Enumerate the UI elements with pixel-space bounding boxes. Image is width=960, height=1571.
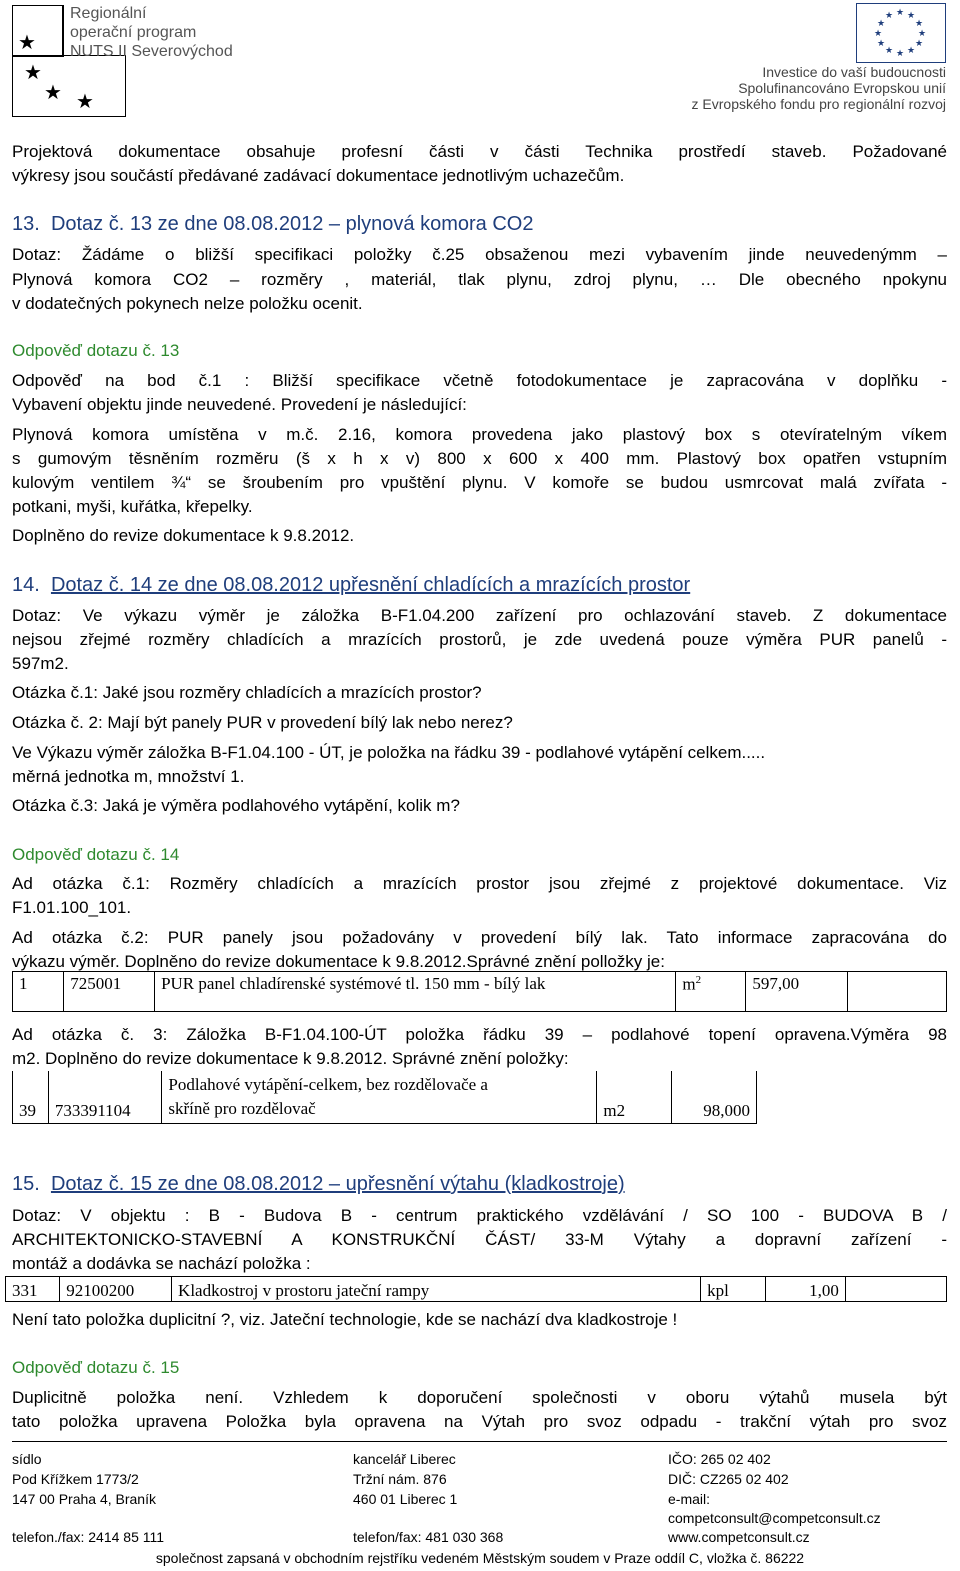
table-cell (847, 972, 946, 1012)
logo-line-1: Regionální (70, 5, 147, 22)
q13-heading (12, 211, 533, 237)
table-cell: Podlahové vytápění-celkem, bez rozdělovače a skříně pro rozdělovač (162, 1071, 597, 1124)
q13-question-line-1: Dotaz: Žádáme o bližší specifikaci položky č.25 obsaženou mezi vybavením jinde neuvedenýmm – (12, 245, 947, 264)
q13-answer-line-5: kulovým ventilem ¾“ se šroubením pro vpuštění plynu. V komoře se budou usmrcovat malá zvířata - (12, 473, 947, 492)
q13-question-line-2: Plynová komora CO2 – rozměry , materiál, tlak plynu, zdroj plynu, … Dle obecného npokynu (12, 270, 947, 289)
footer-divider (12, 1441, 947, 1442)
q14-title: Dotaz č. 14 ze dne 08.08.2012 upřesnění chladících a mrazících prostor (50, 574, 691, 596)
table-cell: $m^2$ (676, 972, 746, 1012)
table-cell: Kladkostroj v prostoru jateční rampy (172, 1277, 701, 1302)
star-icon: ★ (18, 32, 36, 54)
q14-question-2: Otázka č. 2: Mají být panely PUR v provedení bílý lak nebo nerez? (12, 713, 513, 732)
footer-col-office: kancelář Liberec Tržní nám. 876 460 01 Liberec 1 telefon/fax: 481 030 368 (353, 1451, 504, 1545)
q14-question-1: Otázka č.1: Jaké jsou rozměry chladících a mrazících prostor? (12, 683, 482, 702)
q14-question-line-2: nejsou zřejmé rozměry chladících a mrazících prostorů, je zde uvedená pouze výměra PUR panelů - (12, 630, 947, 649)
email-link[interactable]: competconsult@competconsult.cz (668, 1510, 881, 1526)
q14-question-line-1: Dotaz: Ve výkazu výměr je záložka B-F1.04.200 zařízení pro ochlazování staveb. Z dokumentace (12, 606, 947, 625)
q13-answer-line-4: s gumovým těsněním rozměru (š x h x v) 800 x 600 x 400 mm. Plastový box opatřen vstupním (12, 449, 947, 468)
q13-answer-line-6: potkani, myši, kuřátka, křepelky. (12, 497, 253, 516)
q14-question-3-line-1: Ve Výkazu výměr záložka B-F1.04.100 - ÚT, je položka na řádku 39 - podlahové vytápění celkem..... (12, 743, 766, 762)
intro-line-1: Projektová dokumentace obsahuje profesní části v části Technika prostředí staveb. Požadované (12, 142, 947, 161)
table-cell: 92100200 (60, 1277, 172, 1302)
q14-question-line-3: 597m2. (12, 654, 69, 673)
q14-answer-3-line-2: m2. Doplněno do revize dokumentace k 9.8.2012. Správné znění položky: (12, 1049, 569, 1068)
star-icon: ★ (44, 82, 62, 104)
q14-question-3-line-2: měrná jednotka m, množství 1. (12, 767, 245, 786)
q14-number: 14. (12, 574, 40, 596)
footer-col-address: sídlo Pod Křížkem 1773/2 147 00 Praha 4, Braník telefon./fax: 2414 85 111 (12, 1451, 165, 1545)
q14-answer-heading: Odpověď dotazu č. 14 (12, 845, 180, 864)
q15-question-line-1: Dotaz: V objektu : B - Budova B - centrum praktického vzdělávání / SO 100 - BUDOVA B / (12, 1206, 947, 1225)
eu-stars-icon: ★ ★ ★ ★ ★ ★ ★ ★ ★ ★ ★ ★ (874, 7, 927, 58)
table-cell: 597,00 (746, 972, 847, 1012)
q13-question-line-3: v dodatečných pokynech nelze položku ocenit. (12, 294, 363, 313)
q14-answer-2-line-1: Ad otázka č.2: PUR panely jsou požadovány v provedení bílý lak. Tato informace zapracována do (12, 928, 947, 947)
q13-number: 13. (12, 213, 40, 235)
q15-title: Dotaz č. 15 ze dne 08.08.2012 – upřesnění výtahu (kladkostroje) (50, 1173, 625, 1195)
table-cell: m2 (597, 1071, 672, 1124)
logo-line-3: NUTS II Severovýchod (70, 43, 233, 60)
intro-line-2: výkresy jsou součástí předávané zadávací dokumentace jednotlivým uchazečům. (12, 166, 625, 185)
q14-answer-3-line-1: Ad otázka č. 3: Záložka B-F1.04.100-ÚT položka řádku 39 – podlahové topení opravena.Výměra 98 (12, 1025, 947, 1044)
table-row (13, 1071, 757, 1124)
star-icon: ★ (76, 91, 94, 113)
eu-line-2: Spolufinancováno Evropskou unií (738, 80, 946, 96)
eu-line-1: Investice do vaší budoucnosti (762, 64, 946, 80)
table-cell: 98,000 (672, 1071, 757, 1124)
item-table-2 (12, 1071, 757, 1124)
table-row (6, 1277, 947, 1302)
q14-heading (12, 572, 690, 598)
table-cell: 1 (13, 972, 64, 1012)
q15-heading (12, 1171, 625, 1197)
item-table-1 (12, 971, 947, 1012)
eu-line-3: z Evropského fondu pro regionální rozvoj (691, 96, 946, 112)
table-cell (845, 1277, 946, 1302)
logo-line-2: operační program (70, 24, 197, 41)
website-link[interactable]: www.competconsult.cz (668, 1529, 810, 1545)
table-cell: 1,00 (766, 1277, 846, 1302)
table-cell: 733391104 (48, 1071, 162, 1124)
item-table-3 (5, 1276, 947, 1302)
q13-title: Dotaz č. 13 ze dne 08.08.2012 – plynová komora CO2 (50, 213, 534, 235)
q15-question-line-3: montáž a dodávka se nachází položka : (12, 1254, 311, 1273)
table-cell: kpl (701, 1277, 766, 1302)
table-cell: 39 (13, 1071, 49, 1124)
q13-answer-line-1: Odpověď na bod č.1 : Bližší specifikace včetně fotodokumentace je zapracována v doplňku - (12, 371, 947, 390)
q14-answer-2-line-2: výkazu výměr. Doplněno do revize dokumentace k 9.8.2012.Správné znění polložky je: (12, 952, 665, 971)
table-cell: PUR panel chladírenské systémové tl. 150 mm - bílý lak (155, 972, 676, 1012)
table-cell: 331 (6, 1277, 60, 1302)
table-row (13, 972, 947, 1012)
q15-answer-line-1: Duplicitně položka není. Vzhledem k doporučení společnosti v oboru výtahů musela být (12, 1388, 947, 1407)
q15-answer-heading: Odpověď dotazu č. 15 (12, 1358, 180, 1377)
q14-answer-1-line-1: Ad otázka č.1: Rozměry chladících a mrazících prostor jsou zřejmé z projektové dokumentace. Viz (12, 874, 947, 893)
q15-answer-line-2: tato položka upravena Položka byla opravena na Výtah pro svoz odpadu - trakční výtah pro svoz (12, 1412, 947, 1431)
q13-answer-line-3: Plynová komora umístěna v m.č. 2.16, komora provedena jako plastový box s otevíratelným víkem (12, 425, 947, 444)
footer-registration: společnost zapsaná v obchodním rejstříku vedeném Městským soudem v Praze oddíl C, vložka č. 86222 (155, 1550, 805, 1566)
q13-answer-heading: Odpověď dotazu č. 13 (12, 341, 180, 360)
star-icon: ★ (24, 62, 42, 84)
q13-answer-line-2: Vybavení objektu jinde neuvedené. Provedení je následující: (12, 395, 467, 414)
q15-number: 15. (12, 1173, 40, 1195)
q15-question-line-2: ARCHITEKTONICKO-STAVEBNÍ A KONSTRUKČNÍ ČÁST/ 33-M Výtahy a dopravní zařízení - (12, 1230, 947, 1249)
q14-answer-1-line-2: F1.01.100_101. (12, 898, 132, 917)
q13-answer-line-7: Doplněno do revize dokumentace k 9.8.2012. (12, 526, 355, 545)
table-cell: 725001 (64, 972, 155, 1012)
q15-question-line-4: Není tato položka duplicitní ?, viz. Jateční technologie, kde se nachází dva kladkostroje ! (12, 1310, 678, 1329)
footer-col-ids: IČO: 265 02 402 DIČ: CZ265 02 402 e-mail: competconsult@competconsult.cz www.competconsult.cz (668, 1451, 881, 1545)
q14-question-4: Otázka č.3: Jaká je výměra podlahového vytápění, kolik m? (12, 796, 460, 815)
